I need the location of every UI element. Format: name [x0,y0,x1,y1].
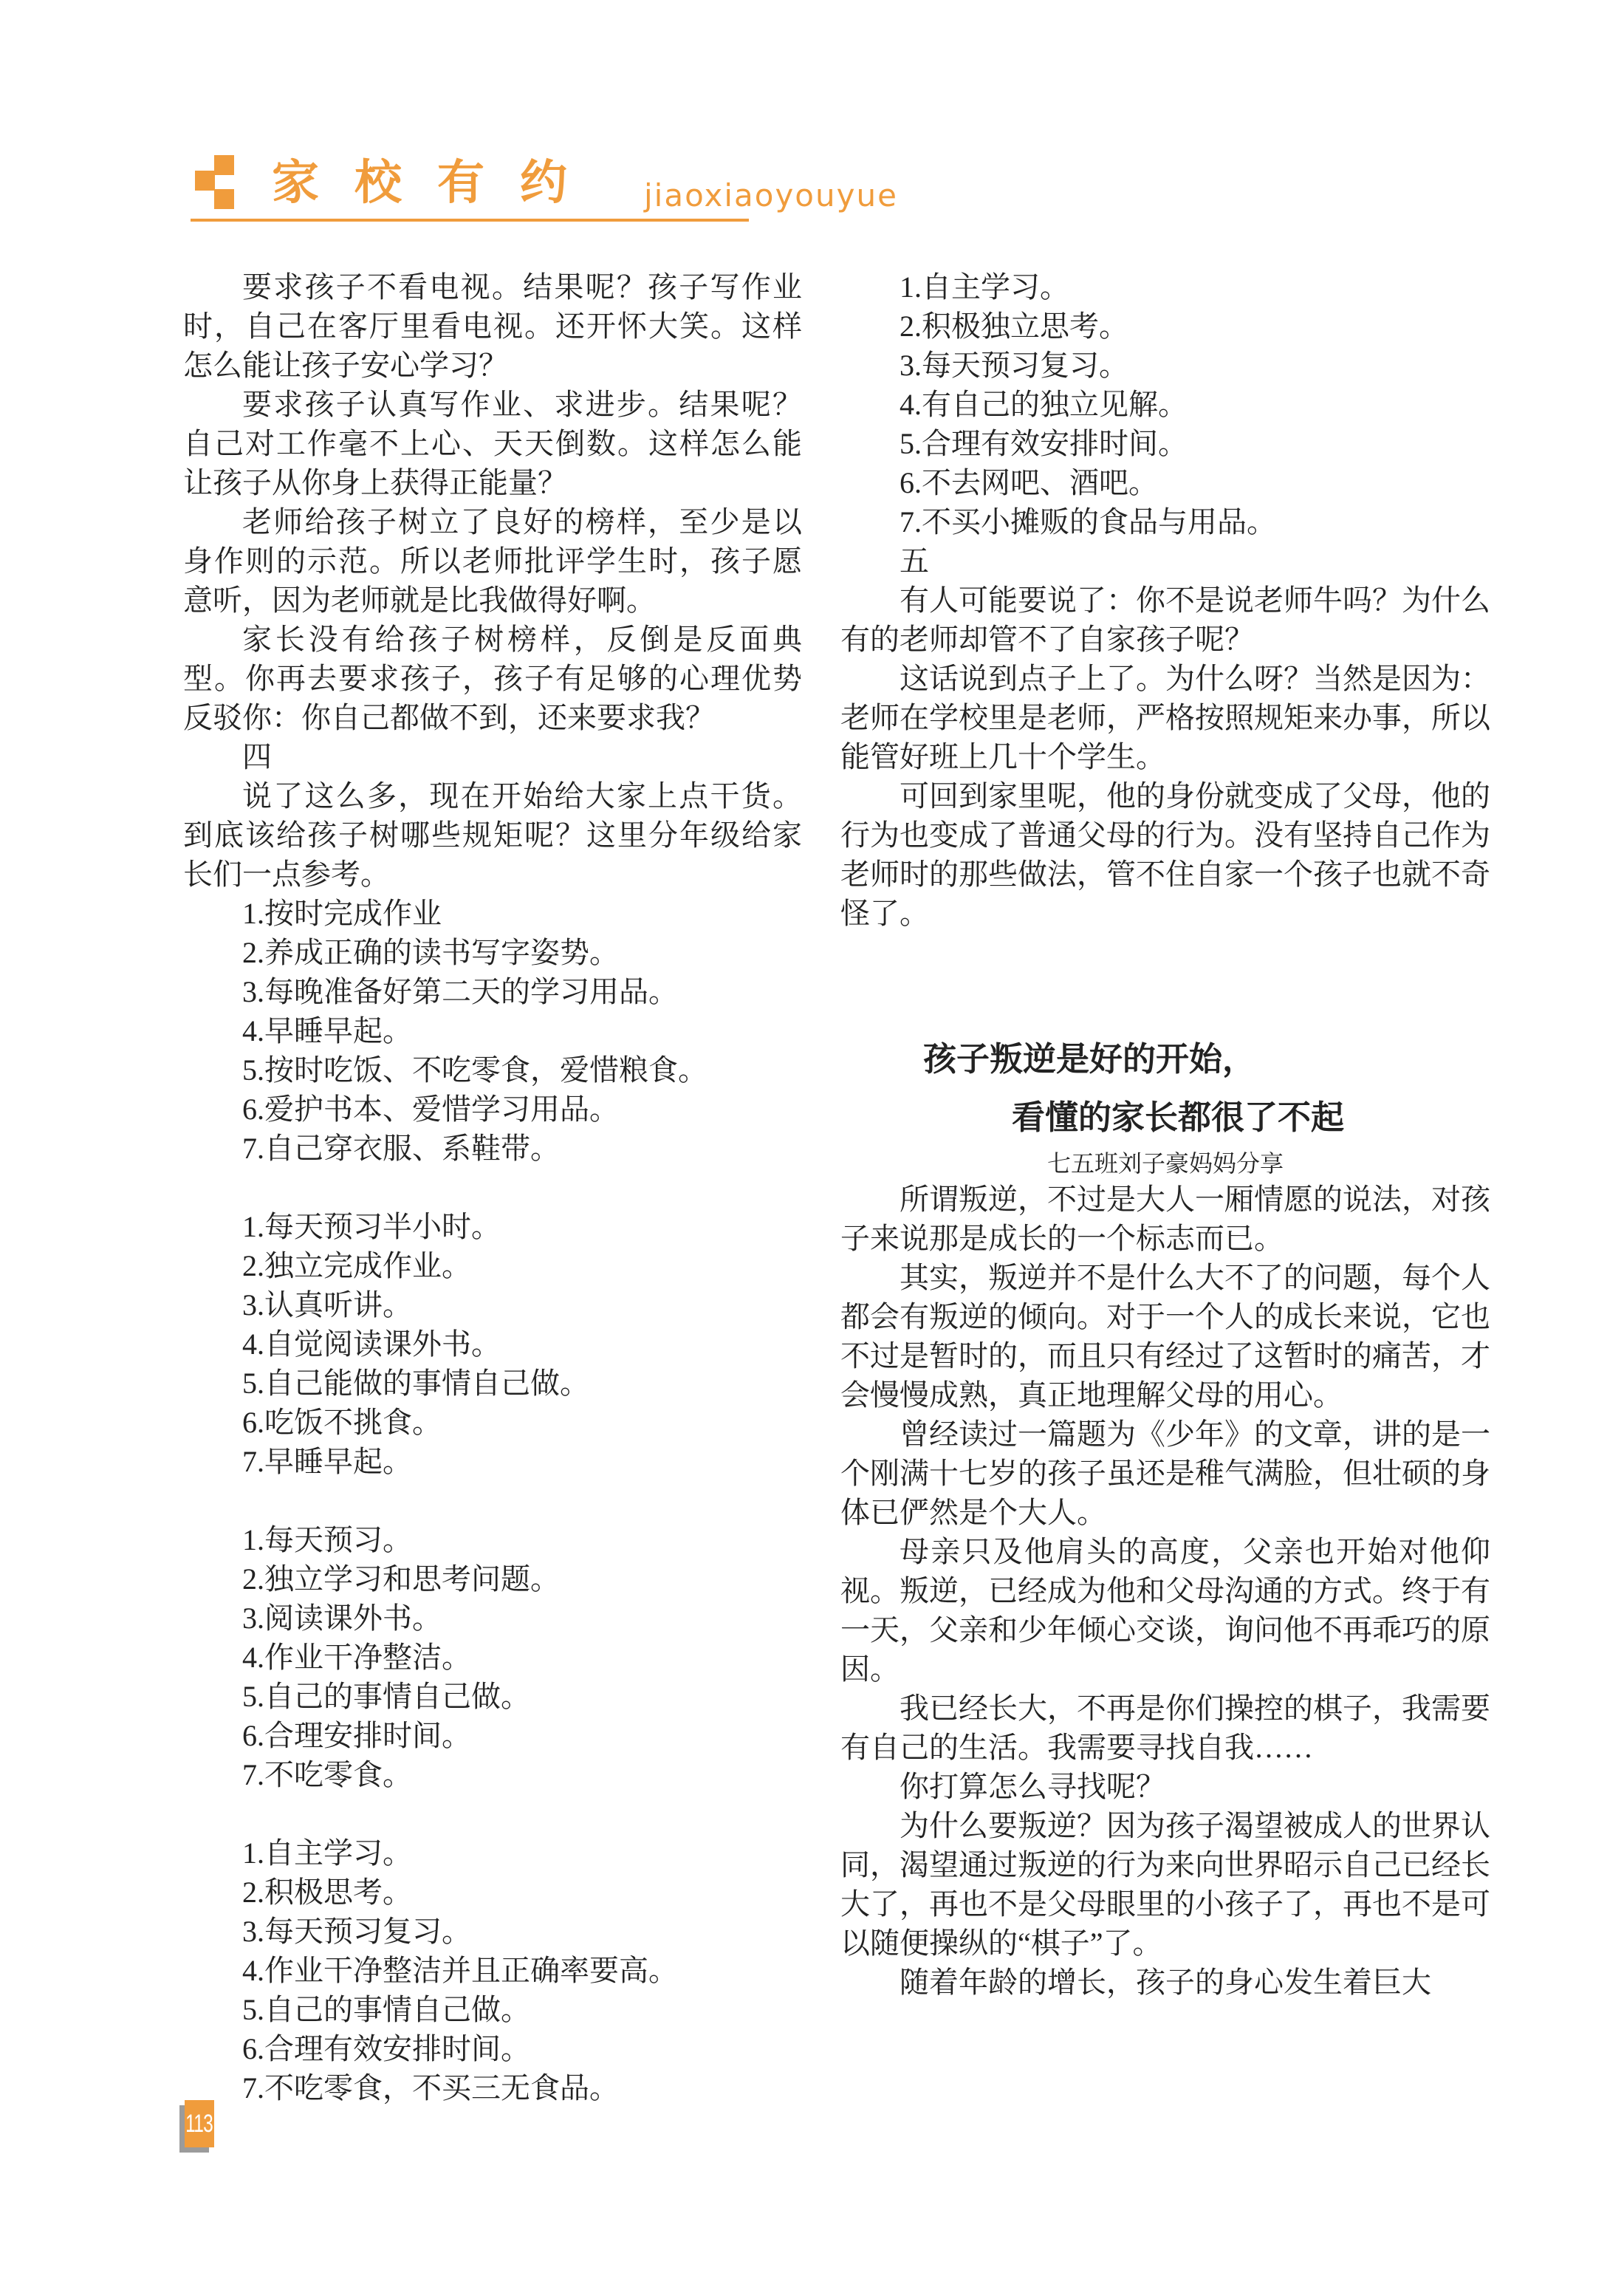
paragraph: 我已经长大，不再是你们操控的棋子，我需要有自己的生活。我需要寻找自我…… [840,1692,1490,1764]
logo-icon [195,155,236,210]
list-item: 5.自己能做的事情自己做。 [242,1367,589,1400]
list-item: 1.自主学习。 [242,1836,412,1870]
list-item: 5.自己的事情自己做。 [242,1993,530,2026]
paragraph: 说了这么多，现在开始给大家上点干货。到底该给孩子树哪些规矩呢？这里分年级给家长们一点参考。 [183,779,802,891]
paragraph: 有人可能要说了：你不是说老师牛吗？为什么有的老师却管不了自家孩子呢？ [840,584,1490,656]
page-number: 113 [185,2109,213,2138]
list-item: 7.不买小摊贩的食品与用品。 [900,505,1276,539]
rules-list-grade4 [183,1833,802,2107]
list-item: 6.不去网吧、酒吧。 [900,466,1158,499]
list-item: 7.不吃零食。 [242,1758,412,1791]
page-number-badge [185,2100,214,2147]
paragraph: 为什么要叛逆？因为孩子渴望被成人的世界认同，渴望通过叛逆的行为来向世界昭示自己已经长大了，再也不是父母眼里的小孩子了，再也不是可以随便操纵的“棋子”了。 [840,1809,1490,1960]
article-byline: 七五班刘子豪妈妈分享 [1046,1150,1284,1177]
rules-list-grade1 [183,894,802,1168]
list-item: 7.自己穿衣服、系鞋带。 [242,1132,560,1165]
list-item: 6.合理安排时间。 [242,1719,471,1752]
article-title-line2: 看懂的家长都很了不起 [1012,1099,1345,1136]
list-item: 1.自主学习。 [900,270,1069,304]
paragraph: 随着年龄的增长，孩子的身心发生着巨大 [900,1966,1431,1999]
list-item: 2.积极独立思考。 [900,310,1128,343]
rules-list-grade2 [183,1207,802,1481]
logo-square [214,189,234,209]
list-item: 6.吃饭不挑食。 [242,1406,442,1439]
paragraph: 母亲只及他肩头的高度，父亲也开始对他仰视。叛逆，已经成为他和父母沟通的方式。终于有一天，父亲和少年倾心交谈，询问他不再乖巧的原因。 [840,1535,1490,1686]
right-column [840,267,1490,2002]
paragraph: 这话说到点子上了。为什么呀？当然是因为：老师在学校里是老师，严格按照规矩来办事，所以能管好班上几十个学生。 [840,662,1490,773]
list-item: 4.作业干净整洁。 [242,1641,471,1674]
paragraph: 要求孩子认真写作业、求进步。结果呢？自己对工作毫不上心、天天倒数。这样怎么能让孩子从你身上获得正能量？ [183,388,802,499]
list-item: 1.每天预习。 [242,1523,412,1556]
list-item: 7.不吃零食，不买三无食品。 [242,2071,619,2105]
paragraph: 要求孩子不看电视。结果呢？孩子写作业时，自己在客厅里看电视。还开怀大笑。这样怎么能让孩子安心学习？ [183,270,802,382]
section-header-title: 家校有约 [272,156,603,211]
list-item: 2.养成正确的读书写字姿势。 [242,936,619,969]
list-item: 3.每天预习复习。 [900,349,1128,382]
rules-list-grade3 [183,1520,802,1794]
list-item: 6.爱护书本、爱惜学习用品。 [242,1093,619,1126]
logo-square [195,171,215,191]
list-item: 1.按时完成作业 [242,897,442,930]
section-number: 四 [242,740,272,773]
list-item: 6.合理有效安排时间。 [242,2032,530,2065]
header-rule [191,219,749,222]
list-item: 3.每晚准备好第二天的学习用品。 [242,975,678,1008]
paragraph: 你打算怎么寻找呢？ [900,1770,1165,1803]
list-item: 4.早睡早起。 [242,1014,412,1047]
list-item: 3.阅读课外书。 [242,1601,442,1635]
list-item: 3.认真听讲。 [242,1288,412,1322]
list-item: 5.自己的事情自己做。 [242,1680,530,1713]
section-header-pinyin: jiaoxiaoyouyue [644,177,898,213]
list-item: 4.有自己的独立见解。 [900,388,1188,421]
list-item: 4.作业干净整洁并且正确率要高。 [242,1954,678,1987]
list-item: 7.早睡早起。 [242,1445,412,1478]
paragraph: 可回到家里呢，他的身份就变成了父母，他的行为也变成了普通父母的行为。没有坚持自己作为老师时的那些做法，管不住自家一个孩子也就不奇怪了。 [840,779,1490,930]
left-column [183,267,802,2107]
list-item: 3.每天预习复习。 [242,1915,471,1948]
list-item: 5.合理有效安排时间。 [900,427,1188,460]
list-item: 5.按时吃饭、不吃零食，爱惜粮食。 [242,1053,707,1087]
logo-square [214,155,234,175]
section-number: 五 [900,544,929,578]
list-item: 2.独立完成作业。 [242,1249,471,1282]
article-title [840,1030,1490,1147]
list-item: 2.独立学习和思考问题。 [242,1562,560,1596]
list-item: 1.每天预习半小时。 [242,1210,501,1243]
paragraph: 曾经读过一篇题为《少年》的文章，讲的是一个刚满十七岁的孩子虽还是稚气满脸，但壮硕的身体已俨然是个大人。 [840,1418,1490,1529]
rules-list-grade5 [840,267,1490,541]
list-item: 2.积极思考。 [242,1876,412,1909]
paragraph: 其实，叛逆并不是什么大不了的问题，每个人都会有叛逆的倾向。对于一个人的成长来说，它也不过是暂时的，而且只有经过了这暂时的痛苦，才会慢慢成熟，真正地理解父母的用心。 [840,1261,1490,1412]
paragraph: 所谓叛逆，不过是大人一厢情愿的说法，对孩子来说那是成长的一个标志而已。 [840,1183,1490,1255]
article-title-line1: 孩子叛逆是好的开始， [923,1041,1256,1078]
paragraph: 家长没有给孩子树榜样，反倒是反面典型。你再去要求孩子，孩子有足够的心理优势反驳你：你自己都做不到，还来要求我？ [183,623,802,734]
paragraph: 老师给孩子树立了良好的榜样，至少是以身作则的示范。所以老师批评学生时，孩子愿意听，因为老师就是比我做得好啊。 [183,505,802,617]
list-item: 4.自觉阅读课外书。 [242,1327,501,1361]
